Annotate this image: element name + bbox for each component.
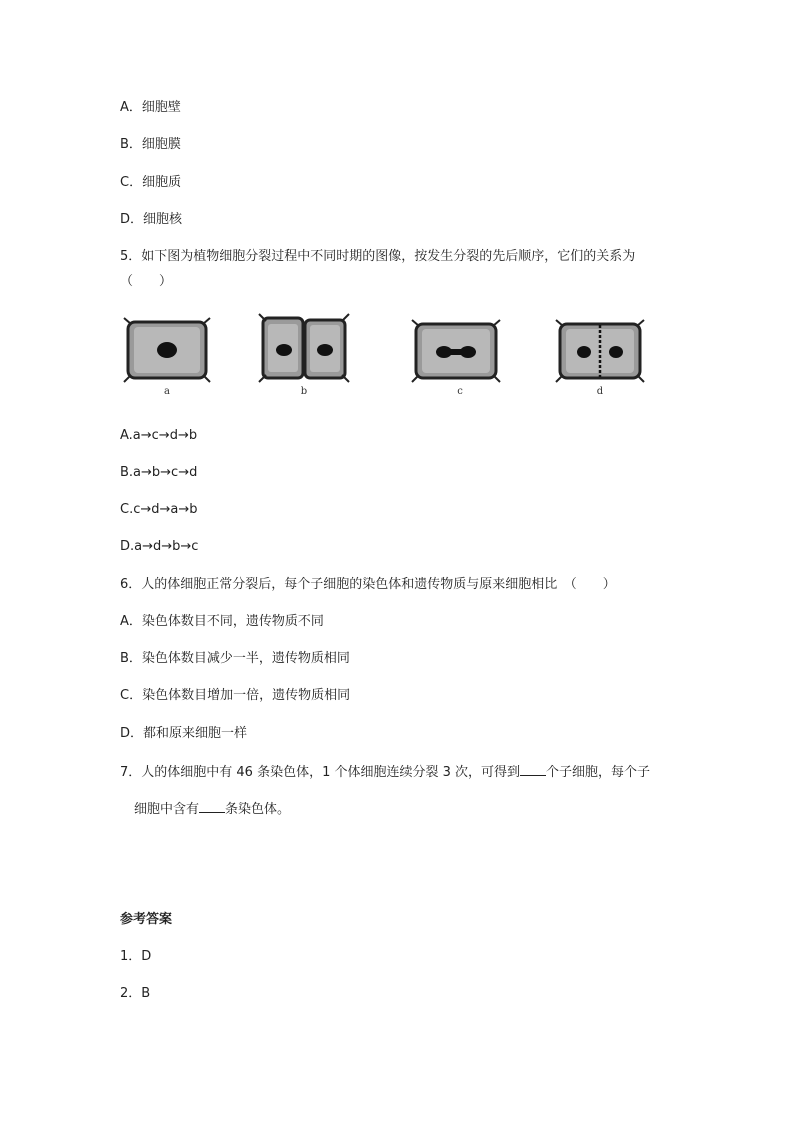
q7-text-part4: 条染色体。 [225,802,291,817]
q7-blank-2 [199,799,225,813]
q5-stem-line2: （ ） [120,274,173,289]
q7-text-part2: 个子细胞，每个子 [546,765,651,780]
q5-option-c: C.c→d→a→b [120,502,198,517]
q5-option-d: D.a→d→b→c [120,539,199,554]
answer-item-2: 2．B [120,986,151,1001]
answers-title: 参考答案 [120,912,173,927]
q6-option-c: C．染色体数目增加一倍，遗传物质相同 [120,688,351,703]
q4-option-c: C．细胞质 [120,175,182,190]
cell-figure-a [122,312,212,384]
q6-option-a: A．染色体数目不同，遗传物质不同 [120,614,324,629]
figure-label-a: a [164,386,170,397]
figure-label-d: d [596,386,604,397]
q6-stem: 6．人的体细胞正常分裂后，每个子细胞的染色体和遗传物质与原来细胞相比 （ ） [120,577,616,592]
cell-figure-c [410,312,502,384]
answer-item-1: 1．D [120,949,152,964]
q7-stem-line2 [134,799,290,819]
q7-text-part3: 细胞中含有 [134,802,200,817]
q4-option-d: D．细胞核 [120,212,183,227]
q7-text-part1: 7．人的体细胞中有 46 条染色体，1 个体细胞连续分裂 3 次，可得到 [120,765,521,780]
cell-figure-d [554,312,646,384]
q6-option-d: D．都和原来细胞一样 [120,726,248,741]
q7-blank-1 [520,762,546,776]
cell-figure-b [258,312,350,384]
q7-stem-line1 [120,762,650,782]
figure-label-c: c [457,386,463,397]
q4-option-b: B．细胞膜 [120,137,181,152]
cell-division-figures [118,312,658,404]
q6-option-b: B．染色体数目减少一半，遗传物质相同 [120,651,350,666]
figure-label-b: b [300,386,308,397]
q5-option-b: B.a→b→c→d [120,465,198,480]
q5-stem-line1: 5．如下图为植物细胞分裂过程中不同时期的图像，按发生分裂的先后顺序，它们的关系为 [120,249,636,264]
q5-option-a: A.a→c→d→b [120,428,198,443]
q4-option-a: A．细胞壁 [120,100,181,115]
